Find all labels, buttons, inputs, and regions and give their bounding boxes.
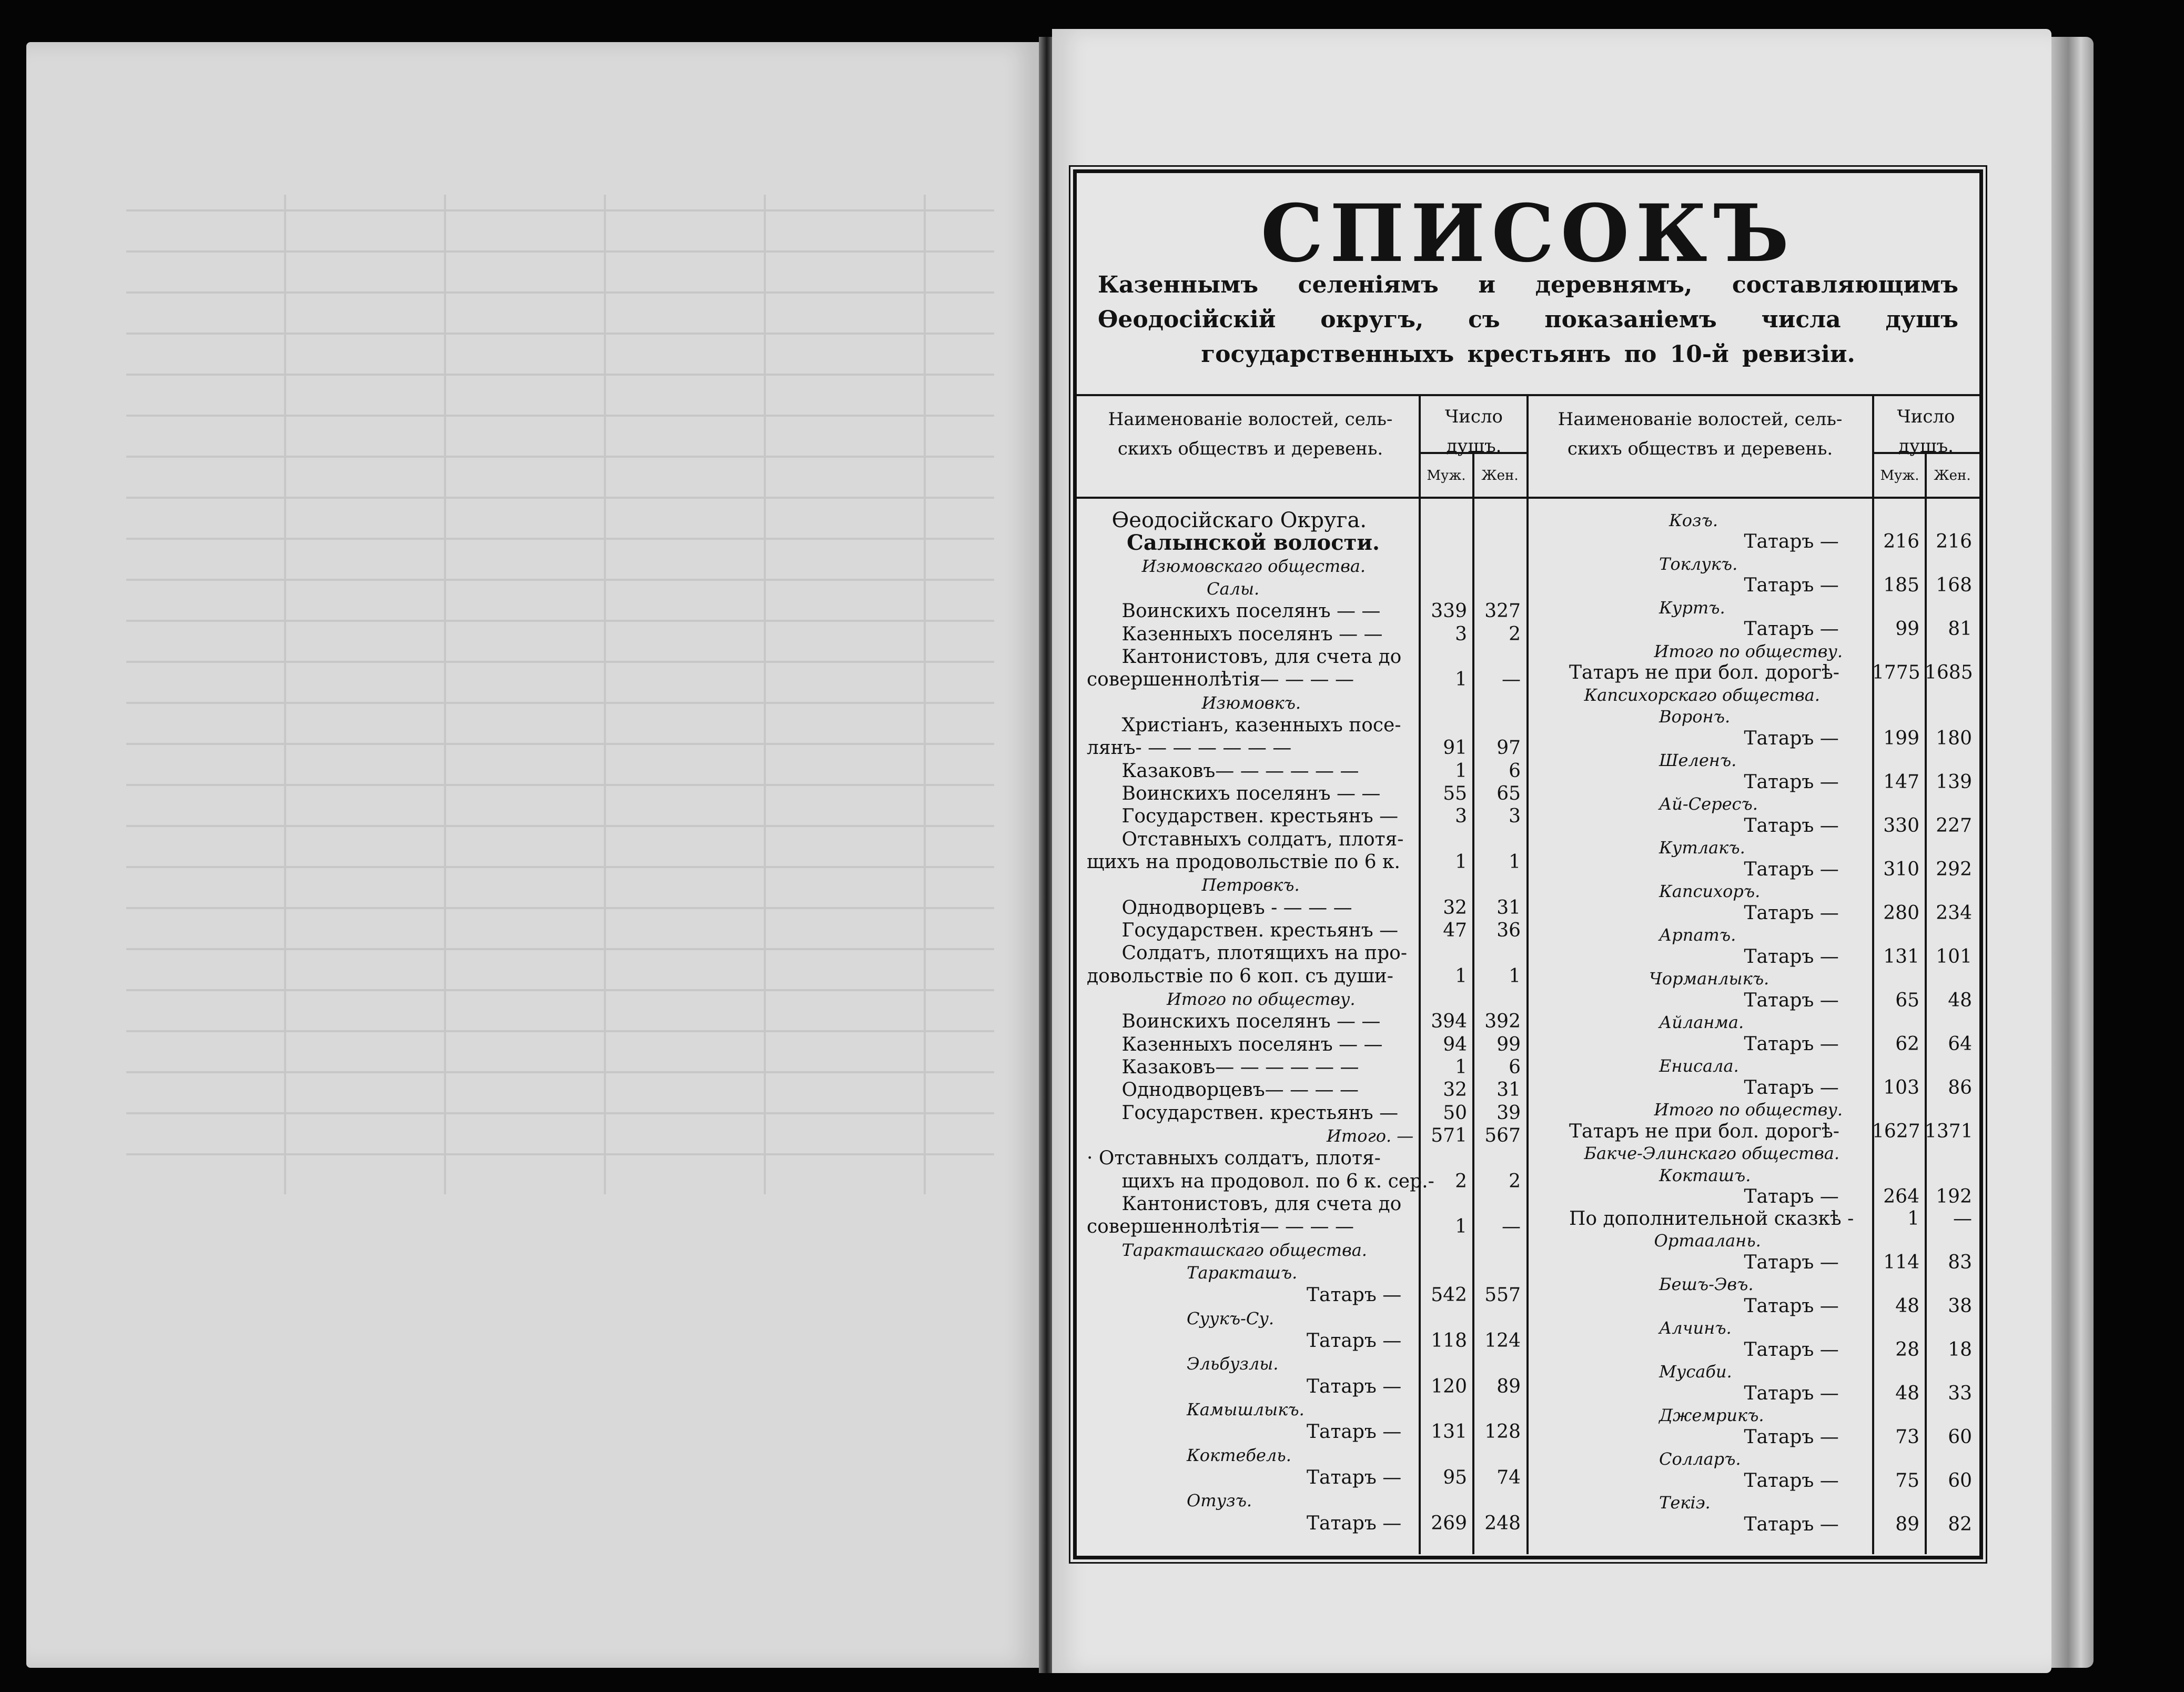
- entry-label: Казаковъ— — — — — —: [1121, 1056, 1359, 1078]
- female-count: 86: [1948, 1076, 1972, 1099]
- male-count: 1: [1455, 851, 1467, 873]
- table-row: [1529, 1340, 1979, 1361]
- female-count: 64: [1948, 1033, 1972, 1055]
- table-row: [1077, 1422, 1526, 1443]
- table-row: [1077, 1331, 1526, 1352]
- table-row: [1529, 1296, 1979, 1317]
- table-row: [1077, 624, 1526, 645]
- female-count: 99: [1497, 1033, 1521, 1055]
- table-row: [1529, 1448, 1979, 1469]
- entry-label: Татаръ —: [1307, 1330, 1402, 1352]
- table-row: [1077, 1308, 1526, 1329]
- male-count: 1627: [1872, 1120, 1920, 1142]
- male-count: 73: [1895, 1426, 1919, 1448]
- entry-label: Татаръ —: [1744, 1426, 1839, 1448]
- male-count: 28: [1895, 1338, 1919, 1361]
- male-count: 75: [1895, 1469, 1919, 1492]
- entry-label: Текіэ.: [1659, 1493, 1711, 1513]
- male-count: 120: [1431, 1375, 1467, 1397]
- male-count: 114: [1883, 1251, 1919, 1273]
- entry-label: Отставныхъ солдатъ, плотя-: [1121, 828, 1404, 850]
- male-count: 1775: [1872, 662, 1920, 684]
- table-row: [1077, 1353, 1526, 1374]
- entry-label: Татаръ —: [1744, 575, 1839, 597]
- entry-label: Итого по обществу.: [1167, 989, 1356, 1009]
- table-row: [1077, 989, 1526, 1010]
- male-count: 185: [1883, 575, 1919, 597]
- male-count: 147: [1883, 771, 1919, 793]
- male-count: 48: [1895, 1382, 1919, 1404]
- table-row: [1529, 1143, 1979, 1164]
- table-row: [1529, 1077, 1979, 1099]
- table-row: [1529, 924, 1979, 945]
- table-row: [1529, 1427, 1979, 1448]
- bleed-through: [126, 195, 994, 1194]
- female-count: 36: [1497, 920, 1521, 941]
- entry-label: Татаръ —: [1744, 531, 1839, 553]
- table-row: [1529, 597, 1979, 618]
- entry-label: Татаръ —: [1744, 1076, 1839, 1099]
- table-row: [1077, 1216, 1526, 1237]
- female-count: 89: [1497, 1375, 1521, 1397]
- entry-label: Итого по обществу.: [1654, 641, 1843, 661]
- female-count: 6: [1509, 760, 1521, 782]
- female-count: 1371: [1925, 1120, 1973, 1142]
- male-count: 542: [1431, 1284, 1467, 1306]
- female-count: 83: [1948, 1251, 1972, 1273]
- female-count: 31: [1497, 897, 1521, 919]
- entry-label: Суукъ-Су.: [1187, 1308, 1275, 1328]
- female-count: 139: [1936, 771, 1972, 793]
- entry-label: Государствен. крестьянъ —: [1121, 1102, 1399, 1124]
- male-count: 65: [1895, 989, 1919, 1011]
- female-count: 1: [1509, 851, 1521, 873]
- table-row: [1077, 1034, 1526, 1055]
- entry-label: Татаръ не при бол. дорогѣ-: [1569, 1120, 1839, 1142]
- female-count: 82: [1948, 1513, 1972, 1535]
- entry-label: Изюмовскаго общества.: [1141, 556, 1366, 576]
- female-count: 74: [1497, 1467, 1521, 1488]
- table-row: [1077, 1490, 1526, 1511]
- table-row: [1529, 1405, 1979, 1426]
- entry-label: Итого. —: [1327, 1126, 1414, 1146]
- entry-label: Өеодосійскаго Округа.: [1111, 508, 1367, 532]
- header-female-right: Жен.: [1934, 468, 1971, 484]
- entry-label: Татаръ —: [1307, 1421, 1402, 1443]
- page-subtitle: Казеннымъ селеніямъ и деревнямъ, составляющимъ Өеодосійскій округъ, съ показаніемъ числа душъ государственныхъ крестьянъ по 10-й ревизіи.: [1098, 271, 1958, 368]
- table-row: [1077, 1057, 1526, 1078]
- entry-label: Куртъ.: [1659, 597, 1725, 618]
- table-row: [1077, 1125, 1526, 1146]
- entry-label: Однодворцевъ— — — —: [1121, 1079, 1359, 1101]
- female-count: 128: [1484, 1421, 1521, 1443]
- page-title: СПИСОКЪ: [1260, 187, 1796, 280]
- table-row: [1077, 874, 1526, 895]
- table-row: [1529, 1274, 1979, 1295]
- table-row: [1077, 530, 1526, 556]
- entry-label: Татаръ —: [1307, 1375, 1402, 1397]
- table-row: [1077, 761, 1526, 782]
- entry-label: Кантонистовъ, для счета до: [1121, 1193, 1402, 1215]
- entry-label: Таракташскаго общества.: [1121, 1240, 1367, 1260]
- table-row: [1077, 715, 1526, 736]
- table-row: [1077, 1171, 1526, 1192]
- table-row: [1077, 510, 1526, 531]
- male-count: 1: [1455, 965, 1467, 987]
- male-count: 3: [1455, 805, 1467, 828]
- female-count: 1685: [1925, 662, 1973, 684]
- table-row: [1529, 510, 1979, 531]
- table-row: [1077, 1103, 1526, 1124]
- female-count: 557: [1484, 1284, 1521, 1306]
- male-count: 94: [1443, 1033, 1467, 1055]
- entry-label: Енисала.: [1659, 1056, 1739, 1076]
- table-row: [1077, 783, 1526, 804]
- entry-label: Воронъ.: [1659, 707, 1731, 727]
- table-row: [1529, 859, 1979, 880]
- table-row: [1077, 556, 1526, 577]
- table-row: [1529, 619, 1979, 640]
- female-count: 60: [1948, 1469, 1972, 1492]
- table-row: [1077, 806, 1526, 827]
- table-row: [1529, 815, 1979, 837]
- male-count: 3: [1455, 623, 1467, 645]
- table-row: [1077, 1148, 1526, 1169]
- male-count: 95: [1443, 1467, 1467, 1488]
- entry-label: Джемрикъ.: [1659, 1405, 1764, 1426]
- female-count: 101: [1936, 945, 1972, 968]
- header-souls-right: Число душъ.: [1897, 406, 1955, 457]
- entry-label: Ортаалань.: [1654, 1231, 1761, 1251]
- table-row: [1529, 1034, 1979, 1055]
- male-count: 1: [1455, 760, 1467, 782]
- table-row: [1077, 578, 1526, 599]
- male-count: 216: [1883, 531, 1919, 553]
- entry-label: Айланма.: [1659, 1012, 1744, 1033]
- table-row: [1077, 692, 1526, 713]
- male-count: 99: [1895, 618, 1919, 640]
- entry-label: Татаръ —: [1744, 1295, 1839, 1317]
- header-name-left: Наименованіе волостей, сель- скихъ обществъ и деревень.: [1108, 409, 1393, 459]
- page-edges: [2051, 37, 2094, 1668]
- entry-label: Татаръ —: [1744, 1186, 1839, 1208]
- male-count: 47: [1443, 920, 1467, 941]
- male-count: 103: [1883, 1076, 1919, 1099]
- entry-label: Татаръ не при бол. дорогѣ-: [1569, 662, 1839, 684]
- female-count: 192: [1936, 1186, 1972, 1208]
- entry-label: Токлукъ.: [1659, 553, 1738, 574]
- entry-label: Татаръ —: [1744, 1382, 1839, 1404]
- female-count: 124: [1484, 1330, 1521, 1352]
- male-count: 50: [1443, 1102, 1467, 1124]
- female-count: 65: [1497, 783, 1521, 804]
- entry-label: Шеленъ.: [1659, 750, 1737, 771]
- female-count: 2: [1509, 623, 1521, 645]
- entry-label: Кутлакъ.: [1659, 838, 1745, 858]
- table-row: [1529, 1121, 1979, 1142]
- table-row: [1529, 662, 1979, 683]
- table-row: [1529, 968, 1979, 989]
- male-count: 1: [1907, 1207, 1919, 1230]
- table-row: [1529, 1383, 1979, 1404]
- entry-label: Камышлыкъ.: [1187, 1399, 1305, 1419]
- table-row: [1077, 1285, 1526, 1306]
- table-row: [1077, 1011, 1526, 1032]
- entry-label: Ай-Сересъ.: [1659, 794, 1758, 814]
- table-row: [1077, 647, 1526, 668]
- male-count: 330: [1883, 814, 1919, 837]
- male-count: 264: [1883, 1186, 1919, 1208]
- female-count: —: [1502, 669, 1521, 691]
- table-row: [1077, 920, 1526, 941]
- entry-label: щихъ на продовол. по 6 к. сер.-: [1121, 1170, 1434, 1192]
- entry-label: Татаръ —: [1744, 1251, 1839, 1273]
- header-female-left: Жен.: [1481, 468, 1519, 484]
- entry-label: Петровкъ.: [1201, 875, 1300, 895]
- male-count: 280: [1883, 902, 1919, 924]
- entry-label: Чорманлыкъ.: [1649, 969, 1770, 989]
- entry-label: Воинскихъ поселянъ — —: [1121, 1011, 1381, 1033]
- entry-label: Татаръ —: [1744, 1513, 1839, 1535]
- male-count: 131: [1431, 1421, 1467, 1443]
- table-row: [1077, 829, 1526, 850]
- male-count: 2: [1455, 1170, 1467, 1192]
- entry-label: Татаръ —: [1744, 1338, 1839, 1361]
- female-count: 3: [1509, 805, 1521, 828]
- entry-label: Алчинъ.: [1659, 1318, 1732, 1338]
- entry-label: Государствен. крестьянъ —: [1121, 805, 1399, 828]
- header-male-left: Муж.: [1427, 468, 1466, 484]
- left-page-blank: [26, 42, 1039, 1668]
- female-count: 327: [1484, 600, 1521, 622]
- male-count: 1: [1455, 1056, 1467, 1078]
- entry-label: Татаръ —: [1744, 727, 1839, 749]
- female-count: 2: [1509, 1170, 1521, 1192]
- entry-label: Татаръ —: [1744, 989, 1839, 1011]
- male-count: 48: [1895, 1295, 1919, 1317]
- entry-label: Солдатъ, плотящихъ на про-: [1121, 942, 1407, 964]
- table-row: [1529, 772, 1979, 793]
- table-row: [1529, 553, 1979, 575]
- header-souls-left: Число душъ.: [1444, 406, 1503, 457]
- table-row: [1529, 1208, 1979, 1230]
- table-row: [1529, 1317, 1979, 1338]
- entry-label: совершеннолѣтія— — — —: [1087, 669, 1354, 691]
- table-row: [1529, 946, 1979, 968]
- entry-label: Мусаби.: [1659, 1362, 1732, 1382]
- female-count: 248: [1484, 1512, 1521, 1534]
- entry-label: щихъ на продовольствіе по 6 к.: [1087, 851, 1400, 873]
- table-row: [1077, 1262, 1526, 1283]
- female-count: 97: [1497, 737, 1521, 759]
- table-row: [1529, 1012, 1979, 1033]
- entry-label: Капсихорскаго общества.: [1584, 684, 1820, 705]
- female-count: 6: [1509, 1056, 1521, 1078]
- entry-label: Изюмовкъ.: [1201, 692, 1301, 713]
- entry-label: Татаръ —: [1307, 1467, 1402, 1488]
- table-row: [1529, 706, 1979, 727]
- female-count: 292: [1936, 858, 1972, 880]
- entry-label: Казаковъ— — — — — —: [1121, 760, 1359, 782]
- male-count: 199: [1883, 727, 1919, 749]
- male-count: 62: [1895, 1033, 1919, 1055]
- male-count: 131: [1883, 945, 1919, 968]
- entry-label: Салынской волости.: [1127, 530, 1380, 556]
- male-count: 118: [1431, 1330, 1467, 1352]
- entry-label: Эльбузлы.: [1187, 1354, 1279, 1374]
- male-count: 394: [1431, 1011, 1467, 1033]
- entry-label: Солларъ.: [1659, 1449, 1741, 1469]
- table-row: [1529, 881, 1979, 902]
- entry-label: Кокташъ.: [1659, 1165, 1751, 1185]
- entry-label: Салы.: [1207, 579, 1260, 599]
- table-row: [1077, 1445, 1526, 1466]
- table-row: [1529, 531, 1979, 552]
- female-count: —: [1502, 1216, 1521, 1238]
- female-count: 227: [1936, 814, 1972, 837]
- table-row: [1529, 575, 1979, 596]
- col-divider: [1526, 394, 1529, 1554]
- entry-label: Татаръ —: [1744, 858, 1839, 880]
- male-count: 339: [1431, 600, 1467, 622]
- female-count: 392: [1484, 1011, 1521, 1033]
- female-count: 39: [1497, 1102, 1521, 1124]
- entry-label: Воинскихъ поселянъ — —: [1121, 600, 1381, 622]
- female-count: 18: [1948, 1338, 1972, 1361]
- table-row: [1077, 852, 1526, 873]
- table-row: [1529, 903, 1979, 924]
- table-row: [1529, 684, 1979, 706]
- table-row: [1077, 738, 1526, 759]
- document-frame: [1073, 169, 1983, 1559]
- table-row: [1529, 1514, 1979, 1535]
- entry-label: Казенныхъ поселянъ — —: [1121, 1033, 1383, 1055]
- female-count: —: [1953, 1207, 1972, 1230]
- table-row: [1077, 669, 1526, 690]
- table-row: [1077, 1467, 1526, 1488]
- entry-label: Татаръ —: [1744, 618, 1839, 640]
- table-row: [1529, 1165, 1979, 1186]
- book-spine: [1039, 37, 1052, 1673]
- entry-label: Христіанъ, казенныхъ посе-: [1121, 714, 1401, 736]
- table-row: [1529, 1252, 1979, 1273]
- entry-label: Итого по обществу.: [1654, 1100, 1843, 1120]
- entry-label: Татаръ —: [1307, 1284, 1402, 1306]
- entry-label: Татаръ —: [1744, 814, 1839, 837]
- table-row: [1077, 966, 1526, 987]
- table-row: [1077, 1399, 1526, 1420]
- table-row: [1529, 990, 1979, 1011]
- entry-label: Бешъ-Эвъ.: [1659, 1274, 1754, 1295]
- entry-label: Казенныхъ поселянъ — —: [1121, 623, 1383, 645]
- female-count: 38: [1948, 1295, 1972, 1317]
- male-count: 32: [1443, 1079, 1467, 1101]
- male-count: 310: [1883, 858, 1919, 880]
- table-row: [1077, 1240, 1526, 1261]
- male-count: 32: [1443, 897, 1467, 919]
- entry-label: Татаръ —: [1744, 1469, 1839, 1492]
- table-row: [1077, 898, 1526, 919]
- entry-label: лянъ- — — — — — —: [1087, 737, 1292, 759]
- table-row: [1529, 728, 1979, 749]
- header-name-right: Наименованіе волостей, сель- скихъ обществъ и деревень.: [1558, 409, 1843, 459]
- table-row: [1529, 1099, 1979, 1120]
- table-row: [1529, 1055, 1979, 1076]
- table-row: [1077, 601, 1526, 622]
- male-count: 89: [1895, 1513, 1919, 1535]
- male-count: 269: [1431, 1512, 1467, 1534]
- female-count: 60: [1948, 1426, 1972, 1448]
- entry-label: Однодворцевъ - — — —: [1121, 897, 1352, 919]
- table-row: [1529, 1471, 1979, 1492]
- entry-label: Отузъ.: [1187, 1490, 1252, 1511]
- entry-label: Татаръ —: [1307, 1512, 1402, 1534]
- female-count: 33: [1948, 1382, 1972, 1404]
- female-count: 216: [1936, 531, 1972, 553]
- table-row: [1077, 1080, 1526, 1101]
- entry-label: Татаръ —: [1744, 1033, 1839, 1055]
- header-male-right: Муж.: [1880, 468, 1919, 484]
- table-row: [1529, 1186, 1979, 1207]
- entry-label: Коктебель.: [1187, 1445, 1291, 1465]
- table-row: [1529, 641, 1979, 662]
- entry-label: Арпатъ.: [1659, 925, 1736, 945]
- male-count: 1: [1455, 1216, 1467, 1238]
- entry-label: Государствен. крестьянъ —: [1121, 920, 1399, 941]
- table-row: [1529, 793, 1979, 814]
- entry-label: Татаръ —: [1744, 902, 1839, 924]
- entry-label: · Отставныхъ солдатъ, плотя-: [1087, 1147, 1381, 1170]
- entry-label: Татаръ —: [1744, 945, 1839, 968]
- female-count: 168: [1936, 575, 1972, 597]
- entry-label: По дополнительной сказкѣ -: [1569, 1207, 1854, 1230]
- entry-label: довольствіе по 6 коп. съ души-: [1087, 965, 1393, 987]
- table-row: [1077, 1513, 1526, 1534]
- table-row: [1529, 1361, 1979, 1382]
- entry-label: Козъ.: [1669, 510, 1718, 530]
- female-count: 567: [1484, 1125, 1521, 1146]
- entry-label: совершеннолѣтія— — — —: [1087, 1216, 1354, 1238]
- entry-label: Таракташъ.: [1187, 1263, 1298, 1283]
- male-count: 55: [1443, 783, 1467, 804]
- table-row: [1529, 837, 1979, 858]
- table-row: [1077, 1376, 1526, 1397]
- female-count: 234: [1936, 902, 1972, 924]
- male-count: 571: [1431, 1125, 1467, 1146]
- female-count: 31: [1497, 1079, 1521, 1101]
- table-row: [1077, 943, 1526, 964]
- table-row: [1529, 1492, 1979, 1513]
- female-count: 81: [1948, 618, 1972, 640]
- table-row: [1529, 750, 1979, 771]
- entry-label: Капсихоръ.: [1659, 881, 1761, 902]
- table-row: [1529, 1230, 1979, 1251]
- entry-label: Татаръ —: [1744, 771, 1839, 793]
- female-count: 180: [1936, 727, 1972, 749]
- female-count: 1: [1509, 965, 1521, 987]
- entry-label: Кантонистовъ, для счета до: [1121, 646, 1402, 668]
- female-count: 48: [1948, 989, 1972, 1011]
- entry-label: Бакче-Элинскаго общества.: [1584, 1143, 1840, 1164]
- table-row: [1077, 1194, 1526, 1215]
- male-count: 1: [1455, 669, 1467, 691]
- male-count: 91: [1443, 737, 1467, 759]
- entry-label: Воинскихъ поселянъ — —: [1121, 783, 1381, 804]
